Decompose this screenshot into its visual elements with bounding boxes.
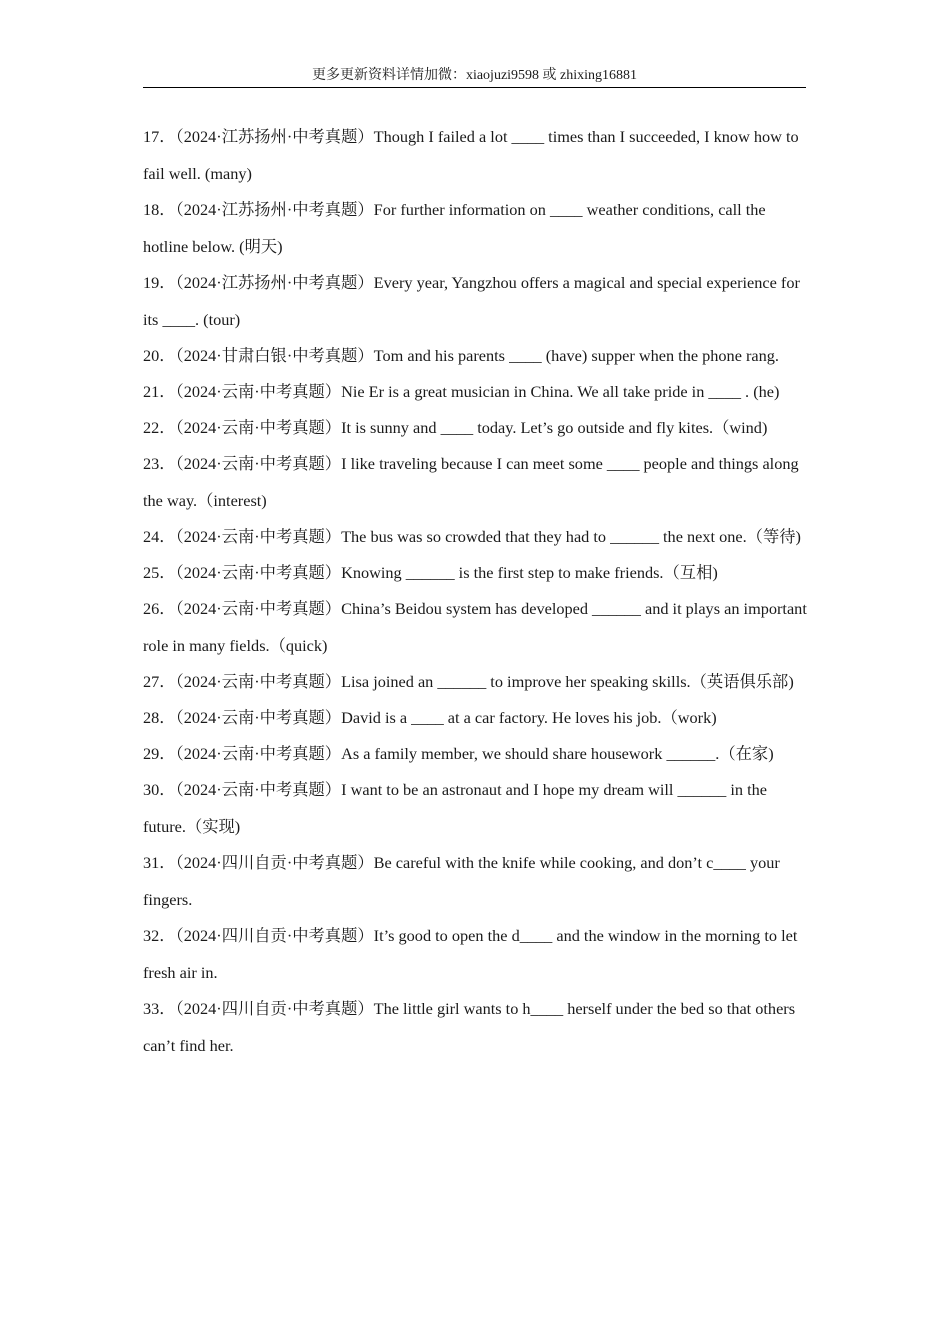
question-source: （2024·云南·中考真题） bbox=[175, 708, 342, 727]
question-number: 20． bbox=[143, 346, 176, 365]
question-source: （2024·甘肃白银·中考真题） bbox=[175, 346, 374, 365]
question-text: The bus was so crowded that they had to ______ the next one.（等待) bbox=[341, 527, 801, 546]
question-source: （2024·云南·中考真题） bbox=[175, 454, 342, 473]
question-text: As a family member, we should share housework ______.（在家) bbox=[341, 744, 774, 763]
question-text: For further information on ____ weather conditions, call the hotline below. (明天) bbox=[143, 200, 766, 256]
question-number: 22． bbox=[143, 418, 176, 437]
question-source: （2024·四川自贡·中考真题） bbox=[175, 926, 374, 945]
question-number: 19． bbox=[143, 273, 176, 292]
question-text: China’s Beidou system has developed ______ and it plays an important role in many fields.（quick) bbox=[143, 599, 807, 655]
question-26 bbox=[143, 590, 808, 664]
question-32 bbox=[143, 917, 808, 991]
question-20 bbox=[143, 337, 808, 374]
question-25 bbox=[143, 554, 808, 591]
question-text: I want to be an astronaut and I hope my dream will ______ in the future.（实现) bbox=[143, 780, 768, 836]
header-text: 更多更新资料详情加微：xiaojuzi9598 或 zhixing16881 bbox=[311, 68, 638, 83]
question-source: （2024·四川自贡·中考真题） bbox=[175, 853, 374, 872]
question-22 bbox=[143, 409, 808, 446]
question-text: The little girl wants to h____ herself under the bed so that others can’t find her. bbox=[143, 999, 796, 1055]
question-number: 30． bbox=[143, 780, 176, 799]
question-number: 24． bbox=[143, 527, 176, 546]
question-29 bbox=[143, 735, 808, 772]
question-number: 28． bbox=[143, 708, 176, 727]
question-number: 32． bbox=[143, 926, 176, 945]
question-source: （2024·云南·中考真题） bbox=[175, 672, 342, 691]
question-source: （2024·江苏扬州·中考真题） bbox=[175, 127, 374, 146]
question-number: 17． bbox=[143, 127, 176, 146]
question-text: I like traveling because I can meet some ____ people and things along the way.（interest) bbox=[143, 454, 799, 510]
question-source: （2024·云南·中考真题） bbox=[175, 382, 342, 401]
question-text: It is sunny and ____ today. Let’s go outside and fly kites.（wind) bbox=[341, 418, 768, 437]
question-31 bbox=[143, 844, 808, 918]
question-text: David is a ____ at a car factory. He loves his job.（work) bbox=[341, 708, 717, 727]
question-number: 31． bbox=[143, 853, 176, 872]
question-number: 33． bbox=[143, 999, 176, 1018]
question-24 bbox=[143, 518, 808, 555]
page-header bbox=[143, 67, 806, 88]
question-text: Be careful with the knife while cooking, and don’t c____ your fingers. bbox=[143, 853, 780, 909]
question-number: 23． bbox=[143, 454, 176, 473]
question-text: Though I failed a lot ____ times than I succeeded, I know how to fail well. (many) bbox=[143, 127, 799, 183]
question-30 bbox=[143, 771, 808, 845]
question-33 bbox=[143, 990, 808, 1064]
question-list bbox=[143, 118, 808, 1063]
question-number: 25． bbox=[143, 563, 176, 582]
question-text: Tom and his parents ____ (have) supper when the phone rang. bbox=[373, 346, 779, 365]
question-number: 21． bbox=[143, 382, 176, 401]
question-number: 26． bbox=[143, 599, 176, 618]
question-19 bbox=[143, 264, 808, 338]
question-27 bbox=[143, 663, 808, 700]
question-number: 18． bbox=[143, 200, 176, 219]
question-source: （2024·云南·中考真题） bbox=[175, 744, 342, 763]
question-text: Lisa joined an ______ to improve her speaking skills.（英语俱乐部) bbox=[341, 672, 794, 691]
question-21 bbox=[143, 373, 808, 410]
question-23 bbox=[143, 445, 808, 519]
question-text: Nie Er is a great musician in China. We all take pride in ____ . (he) bbox=[341, 382, 780, 401]
question-18 bbox=[143, 191, 808, 265]
question-17 bbox=[143, 118, 808, 192]
question-source: （2024·云南·中考真题） bbox=[175, 527, 342, 546]
question-number: 27． bbox=[143, 672, 176, 691]
question-source: （2024·江苏扬州·中考真题） bbox=[175, 200, 374, 219]
question-source: （2024·四川自贡·中考真题） bbox=[175, 999, 374, 1018]
question-text: Knowing ______ is the first step to make friends.（互相) bbox=[341, 563, 718, 582]
question-source: （2024·云南·中考真题） bbox=[175, 418, 342, 437]
question-source: （2024·云南·中考真题） bbox=[175, 780, 342, 799]
question-source: （2024·云南·中考真题） bbox=[175, 599, 342, 618]
question-28 bbox=[143, 699, 808, 736]
question-text: It’s good to open the d____ and the window in the morning to let fresh air in. bbox=[143, 926, 798, 982]
question-source: （2024·云南·中考真题） bbox=[175, 563, 342, 582]
question-source: （2024·江苏扬州·中考真题） bbox=[175, 273, 374, 292]
question-number: 29． bbox=[143, 744, 176, 763]
question-text: Every year, Yangzhou offers a magical and special experience for its ____. (tour) bbox=[143, 273, 800, 329]
